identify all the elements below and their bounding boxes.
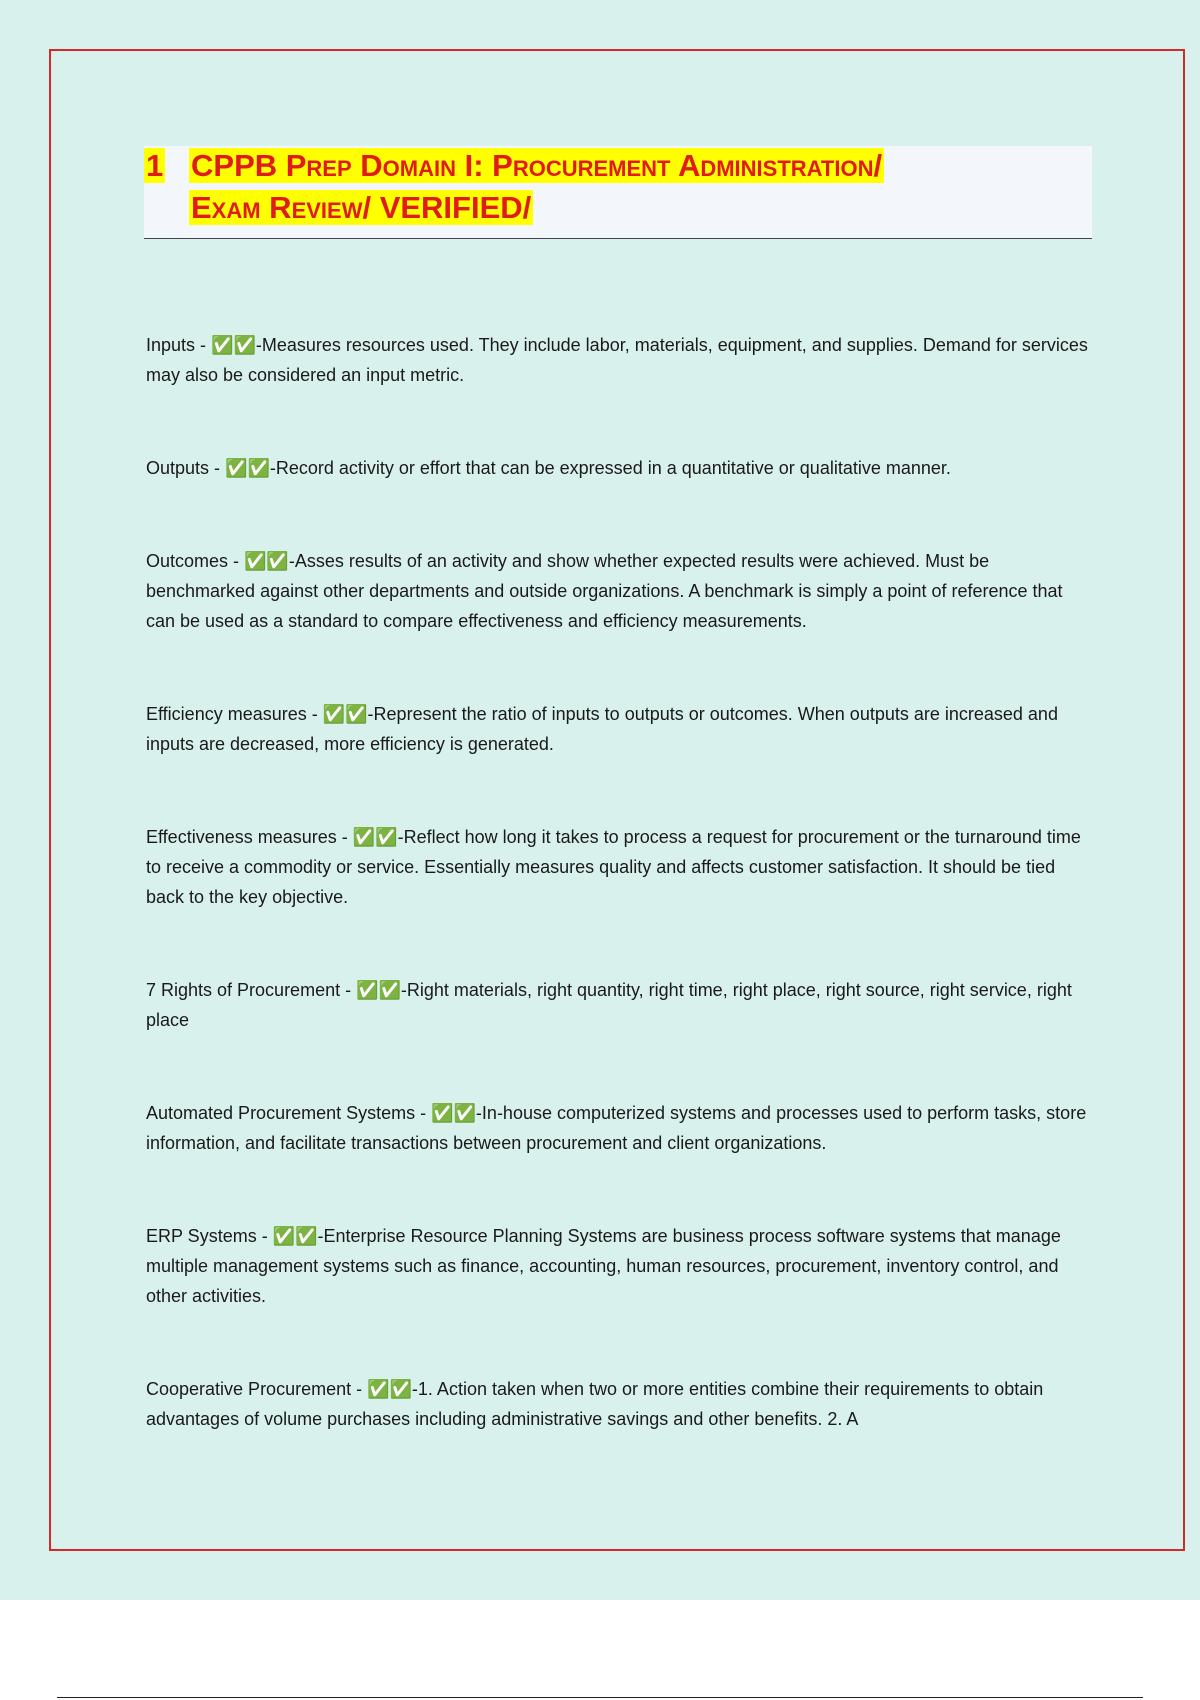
- entry-inputs: Inputs - ✅✅-Measures resources used. They include labor, materials, equipment, and supplies. Demand for services may also be considered an input metric.: [146, 335, 1088, 385]
- heading-title-line-1: [189, 146, 884, 186]
- entry-erp-systems: ERP Systems - ✅✅-Enterprise Resource Planning Systems are business process software systems that manage multiple management systems such as finance, accounting, human resources, procurement, inventory control, and other activities.: [146, 1226, 1061, 1306]
- heading-title-line-1-text: CPPB Prep Domain I: Procurement Administration/: [191, 148, 883, 183]
- heading-title-line-2-text: Exam Review/ VERIFIED/: [191, 190, 532, 225]
- page-border: [49, 49, 1185, 1551]
- document-heading: [144, 146, 1092, 239]
- entry-cooperative-procurement: Cooperative Procurement - ✅✅-1. Action taken when two or more entities combine their requirements to obtain advantages of volume purchases including administrative savings and other benefits. 2. A: [146, 1379, 1044, 1429]
- footer-divider: [57, 1697, 1143, 1698]
- heading-title-line-2: [189, 188, 533, 228]
- entry-efficiency-measures: Efficiency measures - ✅✅-Represent the ratio of inputs to outputs or outcomes. When outputs are increased and inputs are decreased, more efficiency is generated.: [146, 704, 1058, 754]
- entry-7-rights-of-procurement: 7 Rights of Procurement - ✅✅-Right materials, right quantity, right time, right place, right source, right service, right place: [146, 980, 1072, 1030]
- heading-number: [144, 146, 165, 186]
- heading-number-text: 1: [146, 148, 164, 183]
- entry-effectiveness-measures: Effectiveness measures - ✅✅-Reflect how long it takes to process a request for procurement or the turnaround time to receive a commodity or service. Essentially measures quality and affects customer satisfaction. It should be tied back to the key objective.: [146, 827, 1081, 907]
- entry-automated-procurement-systems: Automated Procurement Systems - ✅✅-In-house computerized systems and processes used to perform tasks, store information, and facilitate transactions between procurement and client organizations.: [146, 1103, 1087, 1153]
- entry-outcomes: Outcomes - ✅✅-Asses results of an activity and show whether expected results were achieved. Must be benchmarked against other departments and outside organizations. A benchmark is simply a point of reference that can be used as a standard to compare effectiveness and efficiency measurements.: [146, 551, 1063, 631]
- entry-outputs: Outputs - ✅✅-Record activity or effort that can be expressed in a quantitative or qualitative manner.: [146, 458, 951, 478]
